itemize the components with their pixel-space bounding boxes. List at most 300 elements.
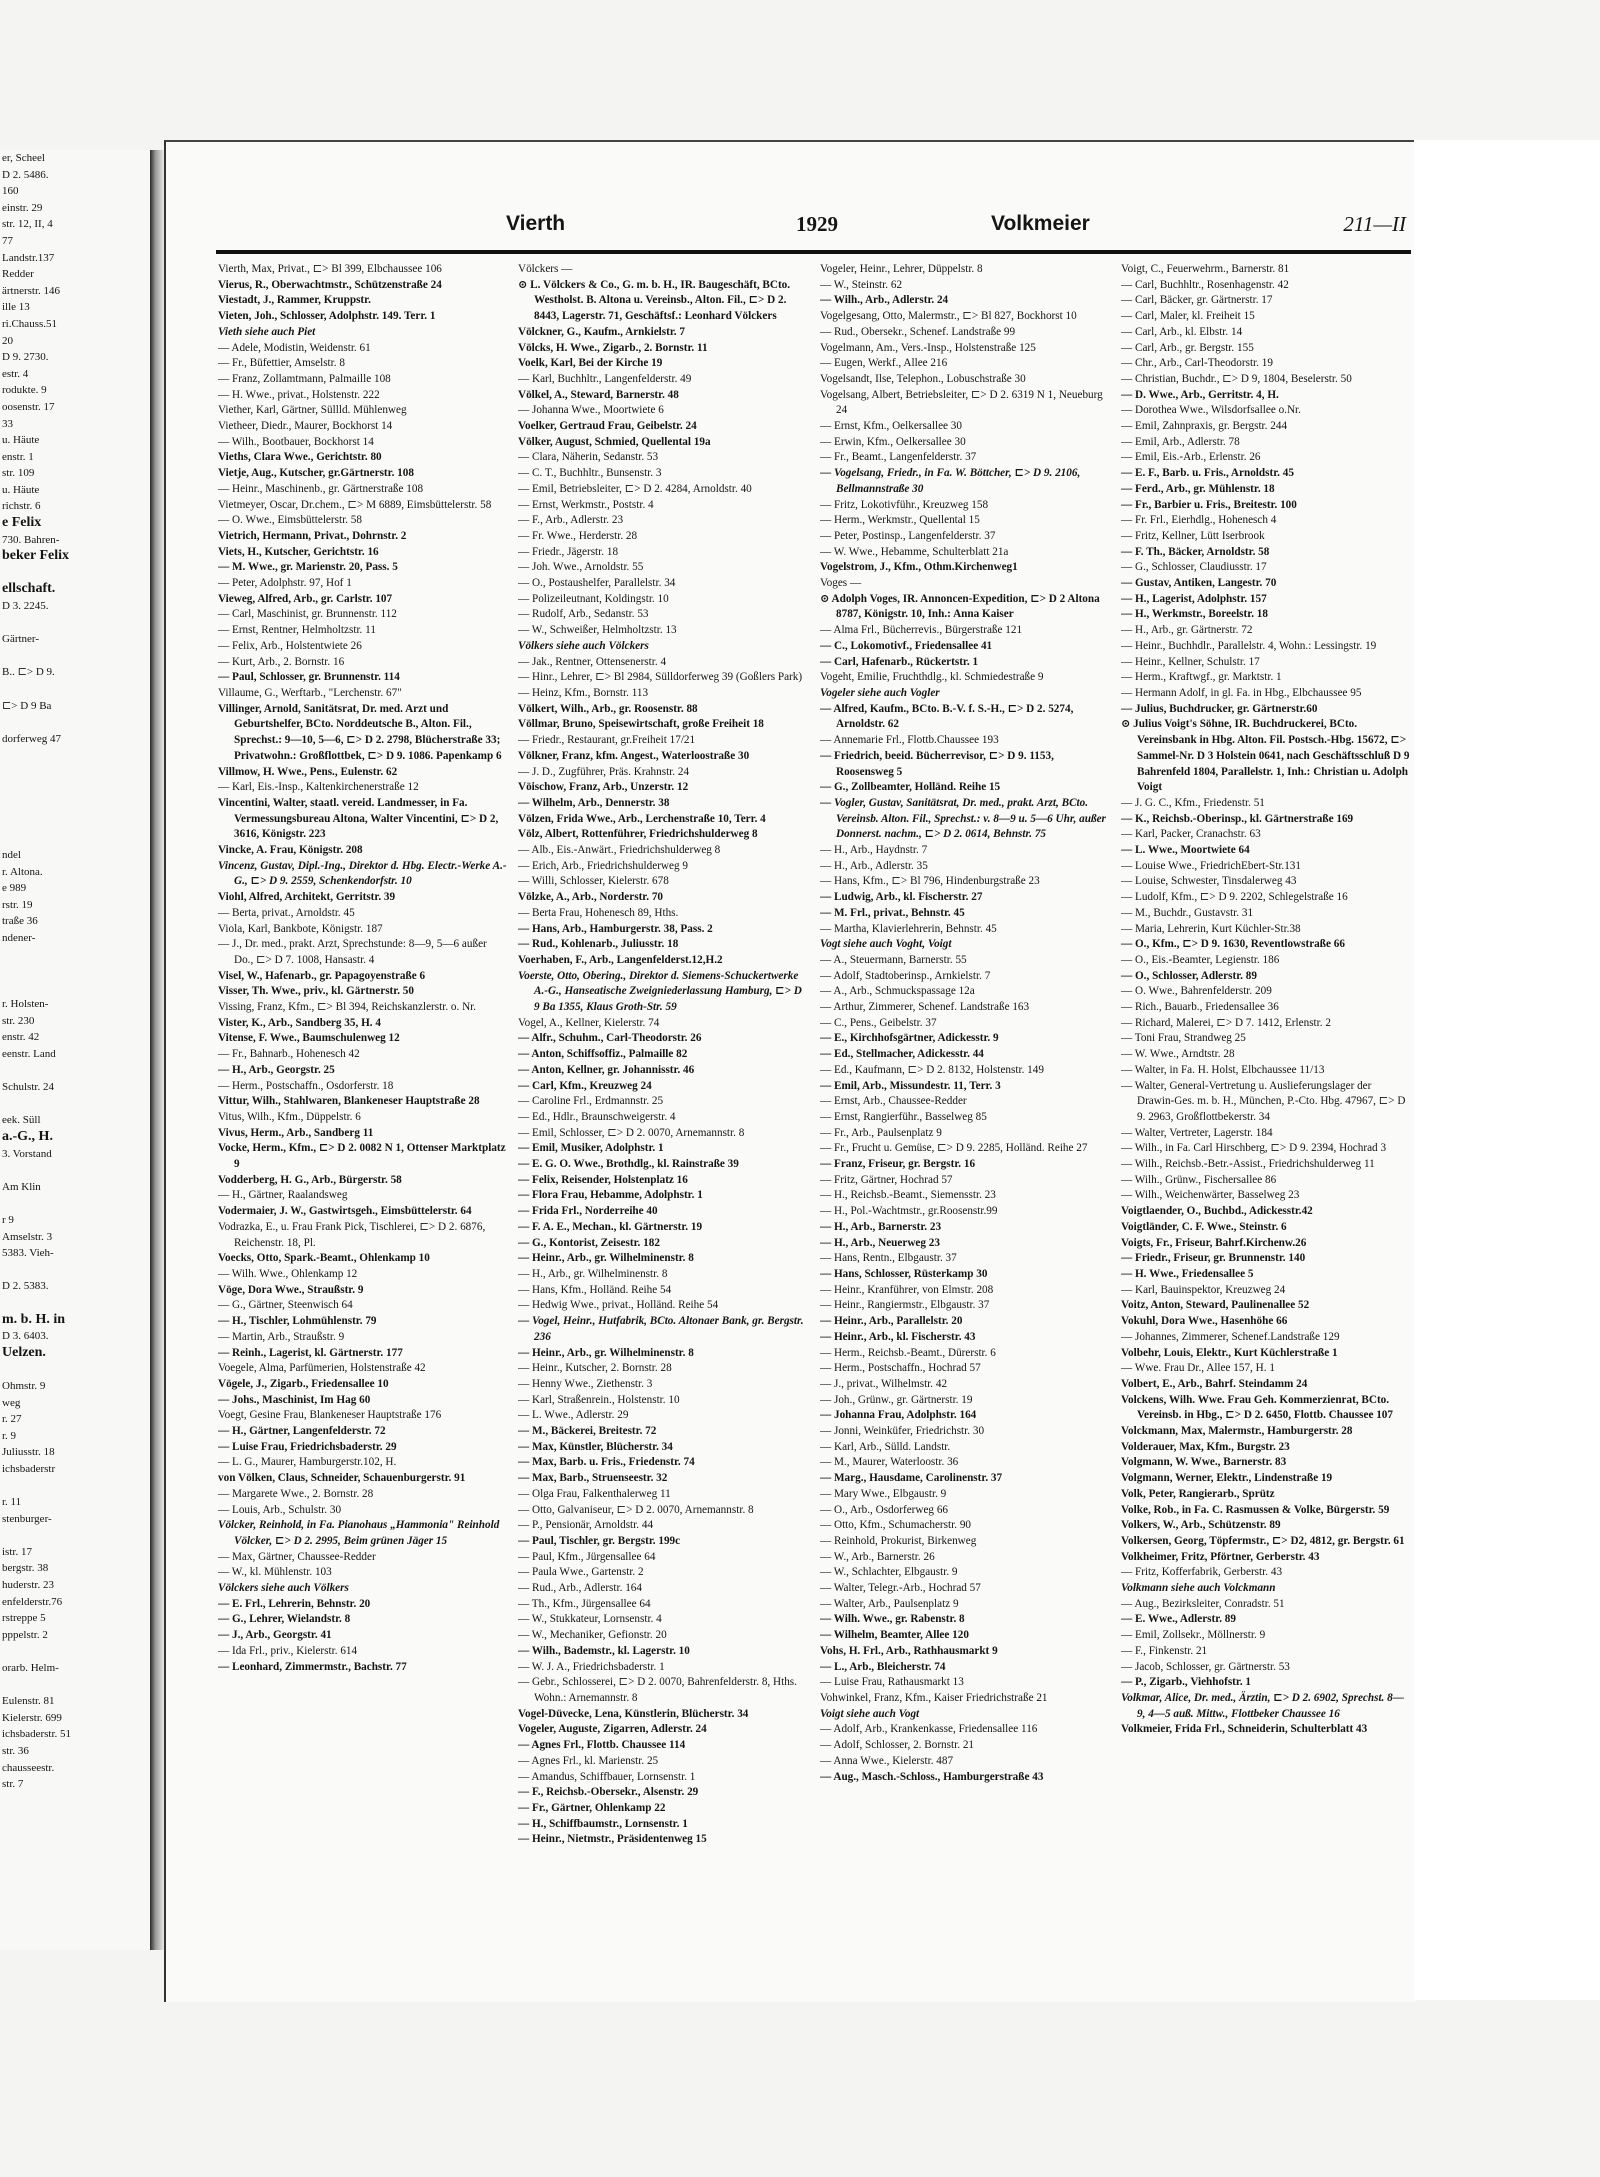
directory-entry: — Hedwig Wwe., privat., Holländ. Reihe 54 (518, 1299, 719, 1312)
left-page-line: pppelstr. 2 (2, 1628, 48, 1641)
directory-entry: — Frida Frl., Norderreihe 40 (518, 1205, 658, 1218)
directory-entry: — Max, Gärtner, Chaussee-Redder (218, 1550, 376, 1563)
directory-entry: — Fritz, Kellner, Lütt Iserbrook (1121, 529, 1265, 542)
directory-entry: — Eugen, Werkf., Allee 216 (820, 357, 948, 370)
directory-entry: Vister, K., Arb., Sandberg 35, H. 4 (218, 1016, 381, 1029)
directory-entry: Vitus, Wilh., Kfm., Düppelstr. 6 (218, 1110, 361, 1123)
directory-entry: — Adolf, Schlosser, 2. Bornstr. 21 (820, 1739, 975, 1752)
directory-column-3 (820, 262, 1110, 1982)
directory-entry: Viets, H., Kutscher, Gerichtstr. 16 (218, 545, 379, 558)
directory-entry: — Louise, Schwester, Tinsdalerweg 43 (1121, 875, 1297, 888)
directory-entry: — H., Schiffbaumstr., Lornsenstr. 1 (518, 1817, 688, 1830)
directory-entry: — Clara, Näherin, Sedanstr. 53 (518, 451, 659, 464)
directory-entry: — Carl, Arb., kl. Elbstr. 14 (1121, 325, 1243, 338)
directory-entry: — L., Arb., Bleicherstr. 74 (820, 1660, 946, 1673)
directory-entry: Vivus, Herm., Arb., Sandberg 11 (218, 1126, 374, 1139)
directory-entry: Vietrich, Hermann, Privat., Dohrnstr. 2 (218, 529, 407, 542)
directory-entry: — Dorothea Wwe., Wilsdorfsallee o.Nr. (1121, 404, 1301, 417)
directory-entry: — Wilh., in Fa. Carl Hirschberg, ⊏> D 9. 2394, Hochrad 3 (1121, 1142, 1387, 1155)
directory-entry: — Reinh., Lagerist, kl. Gärtnerstr. 177 (218, 1346, 403, 1359)
directory-entry: Völckers siehe auch Völkers (218, 1582, 349, 1595)
directory-entry: — Hans, Rentn., Elbgaustr. 37 (820, 1252, 957, 1265)
directory-entry: — Wwe. Frau Dr., Allee 157, H. 1 (1121, 1362, 1275, 1375)
left-page-line (0, 1478, 150, 1495)
directory-entry: — Paul, Tischler, gr. Bergstr. 199c (518, 1534, 681, 1547)
directory-entry: — Gustav, Antiken, Langestr. 70 (1121, 577, 1277, 590)
directory-entry: — Kurt, Arb., 2. Bornstr. 16 (218, 655, 345, 668)
left-page-line: 730. Bahren- (2, 533, 60, 546)
left-page-line: er, Scheel (2, 152, 45, 164)
left-page-fragment (0, 150, 153, 1950)
directory-entry: — Fr., Gärtner, Ohlenkamp 22 (518, 1801, 666, 1814)
directory-entry: — Heinr., Maschinenb., gr. Gärtnerstraße 108 (218, 482, 424, 495)
left-page-line: Kielerstr. 699 (2, 1711, 62, 1724)
directory-entry: — Carl, Maler, kl. Freiheit 15 (1121, 310, 1255, 323)
directory-entry: Vogelsang, Albert, Betriebsleiter, ⊏> D 2. 6319 N 1, Neueburg 24 (820, 388, 1103, 417)
directory-entry: Voigtländer, C. F. Wwe., Steinstr. 6 (1121, 1220, 1287, 1233)
directory-entry: — Ernst, Rangierführ., Basselweg 85 (820, 1110, 987, 1123)
directory-entry: — Alfred, Kaufm., BCto. B.-V. f. S.-H., ⊏> D 2. 5274, Arnoldstr. 62 (820, 702, 1074, 731)
directory-entry: — Heinr., Kutscher, 2. Bornstr. 28 (518, 1362, 672, 1375)
left-page-line (0, 1295, 150, 1312)
directory-entry: — Fr. Wwe., Herderstr. 28 (518, 529, 638, 542)
left-page-line: Uelzen. (2, 1344, 46, 1360)
directory-entry: — Anton, Schiffsoffiz., Palmaille 82 (518, 1048, 688, 1061)
directory-entry: — H., Arb., gr. Gärtnerstr. 72 (1121, 624, 1253, 637)
directory-entry: — Wilhelm, Beamter, Allee 120 (820, 1629, 969, 1642)
directory-entry: — Richard, Malerei, ⊏> D 7. 1412, Erlenstr. 2 (1121, 1016, 1331, 1029)
directory-entry: — Alb., Eis.-Anwärt., Friedrichshulderweg 8 (518, 844, 721, 857)
directory-entry: Vogeler, Heinr., Lehrer, Düppelstr. 8 (820, 263, 983, 275)
left-page-line: weg (2, 1396, 21, 1409)
left-page-line: ⊏> D 9 Ba (2, 699, 52, 712)
directory-entry: ⊙ Adolph Voges, IR. Annoncen-Expedition, ⊏> D 2 Altona 8787, Königstr. 10, Inh.: Anna Kaiser (820, 592, 1100, 621)
header-left-word: Vierth (506, 212, 566, 235)
directory-entry: — Heinr., Arb., gr. Wilhelminenstr. 8 (518, 1346, 694, 1359)
directory-entry: — Rich., Bauarb., Friedensallee 36 (1121, 1001, 1279, 1014)
directory-entry: — Luise Frau, Rathausmarkt 13 (820, 1676, 964, 1689)
left-page-line: str. 230 (2, 1014, 35, 1027)
directory-entry: — Herm., Werkmstr., Quellental 15 (820, 514, 980, 527)
directory-entry: Vietmeyer, Oscar, Dr.chem., ⊏> M 6889, Eimsbüttelerstr. 58 (218, 498, 492, 511)
directory-entry: — Caroline Frl., Erdmannstr. 25 (518, 1095, 664, 1108)
directory-entry: — J. D., Zugführer, Präs. Krahnstr. 24 (518, 765, 690, 778)
directory-entry: — Maria, Lehrerin, Kurt Küchler-Str.38 (1121, 922, 1301, 935)
left-page-line: m. b. H. in (2, 1311, 66, 1327)
directory-entry: — Heinr., Kranführer, von Elmstr. 208 (820, 1283, 994, 1296)
left-page-line (0, 1162, 150, 1179)
directory-entry: — Rud., Obersekr., Schenef. Landstraße 99 (820, 325, 1016, 338)
directory-entry: Villmow, H. Wwe., Pens., Eulenstr. 62 (218, 765, 398, 778)
directory-entry: Villinger, Arnold, Sanitätsrat, Dr. med. Arzt und Geburtshelfer, BCto. Norddeutsche B., Alton. Fil., Sprechst.: 9—10, 5—6, ⊏> D 2. 2798, Blücherstraße 33; Privatwohn.: Großflottbek, ⊏> D 9. 1086. Papenkamp 6 (218, 702, 502, 762)
directory-entry: Vietje, Aug., Kutscher, gr.Gärtnerstr. 108 (218, 467, 414, 480)
directory-entry: Voecks, Otto, Spark.-Beamt., Ohlenkamp 10 (218, 1252, 430, 1265)
directory-entry: — Wilh. Wwe., Ohlenkamp 12 (218, 1268, 358, 1280)
directory-entry: — Emil, Musiker, Adolphstr. 1 (518, 1142, 664, 1155)
left-page-line: r. Altona. (2, 865, 43, 878)
directory-entry: — Jacob, Schlosser, gr. Gärtnerstr. 53 (1121, 1660, 1290, 1673)
left-page-line: str. 7 (2, 1778, 24, 1791)
directory-entry: — Luise Frau, Friedrichsbaderstr. 29 (218, 1440, 397, 1453)
left-page-line: r. Holsten- (2, 998, 49, 1011)
directory-entry: — Reinhold, Prokurist, Birkenweg (820, 1534, 977, 1547)
left-page-line (0, 648, 150, 665)
directory-entry: Volkers, W., Arb., Schützenstr. 89 (1121, 1519, 1281, 1532)
directory-entry: — Felix, Arb., Holstentwiete 26 (218, 639, 362, 652)
directory-entry: — Johanna Frau, Adolphstr. 164 (820, 1409, 977, 1422)
left-page-line: chausseestr. (2, 1761, 55, 1774)
left-page-line: oosenstr. 17 (2, 400, 55, 413)
left-page-line: rstr. 19 (2, 898, 33, 911)
left-page-line: ärtnerstr. 146 (2, 284, 61, 297)
directory-entry: Voigt siehe auch Vogt (820, 1707, 920, 1720)
left-page-line: ndel (2, 848, 21, 861)
directory-entry: — H., Reichsb.-Beamt., Siemensstr. 23 (820, 1189, 996, 1202)
left-page-line (0, 797, 150, 814)
directory-entry: — Martha, Klavierlehrerin, Behnstr. 45 (820, 922, 997, 935)
directory-entry: — Karl, Packer, Cranachstr. 63 (1121, 828, 1261, 841)
directory-entry: — Walter, Vertreter, Lagerstr. 184 (1121, 1126, 1273, 1139)
directory-entry: — M., Bäckerei, Breitestr. 72 (518, 1425, 657, 1438)
directory-entry: — K., Reichsb.-Oberinsp., kl. Gärtnerstraße 169 (1121, 812, 1354, 825)
left-page-line: 77 (2, 234, 13, 247)
directory-entry: — Th., Kfm., Jürgensallee 64 (518, 1597, 651, 1610)
directory-entry: Vogel, A., Kellner, Kielerstr. 74 (518, 1016, 660, 1029)
left-page-line: Schulstr. 24 (2, 1081, 54, 1094)
directory-entry: — Friedr., Friseur, gr. Brunnenstr. 140 (1121, 1252, 1306, 1265)
directory-entry: Voitz, Anton, Steward, Paulinenallee 52 (1121, 1299, 1310, 1312)
directory-entry: Volbehr, Louis, Elektr., Kurt Küchlerstraße 1 (1121, 1346, 1338, 1359)
left-page-line: bergstr. 38 (2, 1562, 49, 1575)
directory-entry: — Christian, Buchdr., ⊏> D 9, 1804, Beselerstr. 50 (1121, 372, 1352, 385)
directory-entry: — Johanna Wwe., Moortwiete 6 (518, 404, 664, 417)
directory-entry: — Fr., Frucht u. Gemüse, ⊏> D 9. 2285, Holländ. Reihe 27 (820, 1142, 1088, 1155)
directory-entry: — Annemarie Frl., Flottb.Chaussee 193 (820, 734, 999, 747)
directory-entry: — Emil, Schlosser, ⊏> D 2. 0070, Arnemannstr. 8 (518, 1126, 745, 1139)
directory-entry: — Walter, in Fa. H. Holst, Elbchaussee 11/13 (1121, 1063, 1325, 1076)
directory-entry: Volderauer, Max, Kfm., Burgstr. 23 (1121, 1440, 1290, 1453)
directory-entry: Viola, Karl, Bankbote, Königstr. 187 (218, 922, 383, 935)
directory-entry: — Louise Wwe., FriedrichEbert-Str.131 (1121, 859, 1301, 872)
directory-entry: — H., Arb., gr. Wilhelminenstr. 8 (518, 1268, 668, 1280)
left-page-line: ille 13 (2, 301, 30, 314)
left-page-line: richstr. 6 (2, 500, 41, 513)
left-page-line (0, 830, 150, 847)
left-page-line (0, 1096, 150, 1113)
directory-entry: — Herm., Reichsb.-Beamt., Dürerstr. 6 (820, 1346, 996, 1359)
directory-entry: — Heinr., Arb., kl. Fischerstr. 43 (820, 1330, 976, 1343)
directory-entry: — E. F., Barb. u. Fris., Arnoldstr. 45 (1121, 467, 1294, 480)
left-page-line: istr. 17 (2, 1545, 32, 1558)
directory-entry: — Emil, Eis.-Arb., Erlenstr. 26 (1121, 451, 1261, 464)
left-page-line: Amselstr. 3 (2, 1230, 53, 1243)
directory-entry: — L. G., Maurer, Hamburgerstr.102, H. (218, 1456, 397, 1469)
directory-entry: — Adele, Modistin, Weidenstr. 61 (218, 341, 371, 354)
directory-entry: — Herm., Kraftwgf., gr. Marktstr. 1 (1121, 671, 1282, 684)
directory-entry: — Adolf, Stadtoberinsp., Arnkielstr. 7 (820, 969, 991, 982)
directory-entry: — W., Mechaniker, Gefionstr. 20 (518, 1629, 667, 1642)
directory-entry: — Vogel, Heinr., Hutfabrik, BCto. Altonaer Bank, gr. Bergstr. 236 (518, 1315, 804, 1343)
directory-entry: — C. T., Buchhltr., Bunsenstr. 3 (518, 467, 662, 480)
directory-entry: Vieweg, Alfred, Arb., gr. Carlstr. 107 (218, 592, 393, 605)
directory-entry: — Aug., Bezirksleiter, Conradstr. 51 (1121, 1597, 1285, 1610)
directory-entry: Vogt siehe auch Voght, Voigt (820, 938, 952, 951)
directory-entry: ⊙ Julius Voigt's Söhne, IR. Buchdruckerei, BCto. Vereinsbank in Hbg. Alton. Fil. Postsch.-Hbg. 15672, ⊏> Sammel-Nr. D 3 Holstein 0641, nach Geschäftsschluß D 9 Bahrenfeld 1804, Parallelstr. 1, Inh.: Christian u. Adolph Voigt (1121, 718, 1410, 794)
directory-entry: Vodderberg, H. G., Arb., Bürgerstr. 58 (218, 1173, 402, 1186)
directory-entry: — J., Dr. med., prakt. Arzt, Sprechstunde: 8—9, 5—6 außer Do., ⊏> D 7. 1008, Hansastr. 4 (218, 938, 487, 966)
directory-entry: — Hermann Adolf, in gl. Fa. in Hbg., Elbchaussee 95 (1121, 686, 1362, 699)
directory-entry: — H., Lagerist, Adolphstr. 157 (1121, 592, 1267, 605)
directory-entry: Vogeht, Emilie, Fruchthdlg., kl. Schmiedestraße 9 (820, 671, 1044, 684)
left-page-line (0, 980, 150, 997)
directory-entry: — Emil, Arb., Missundestr. 11, Terr. 3 (820, 1079, 1001, 1092)
directory-entry: — Felix, Reisender, Holstenplatz 16 (518, 1173, 688, 1186)
directory-entry: Volk, Peter, Rangierarb., Sprütz (1121, 1487, 1275, 1500)
directory-entry: — Carl, Kfm., Kreuzweg 24 (518, 1079, 652, 1092)
directory-entry: — Jonni, Weinküfer, Friedrichstr. 30 (820, 1425, 985, 1438)
left-page-line: D 3. 2245. (2, 600, 49, 613)
directory-entry: — Walter, Arb., Paulsenplatz 9 (820, 1597, 959, 1610)
directory-entry: — Willi, Schlosser, Kielerstr. 678 (518, 875, 669, 888)
directory-entry: — Agnes Frl., Flottb. Chaussee 114 (518, 1739, 686, 1752)
directory-entry: Vogeler siehe auch Vogler (820, 686, 940, 699)
directory-entry: Vogeler, Auguste, Zigarren, Adlerstr. 24 (518, 1723, 707, 1736)
left-page-line (0, 1063, 150, 1080)
directory-entry: — Wilh., Grünw., Fischersallee 86 (1121, 1173, 1277, 1186)
directory-entry: — Paul, Schlosser, gr. Brunnenstr. 114 (218, 671, 400, 684)
directory-entry: — Hans, Kfm., Holländ. Reihe 54 (518, 1283, 672, 1296)
directory-entry: Völckner, G., Kaufm., Arnkielstr. 7 (518, 325, 685, 338)
left-page-line (0, 764, 150, 781)
directory-entry: — Chr., Arb., Carl-Theodorstr. 19 (1121, 357, 1273, 370)
directory-entry: — Fr., Arb., Paulsenplatz 9 (820, 1126, 942, 1139)
directory-entry: — Fritz, Kofferfabrik, Gerberstr. 43 (1121, 1566, 1283, 1579)
directory-entry: Volkmar, Alice, Dr. med., Ärztin, ⊏> D 2. 6902, Sprechst. 8—9, 4—5 auß. Mittw., Flottbeker Chaussee 16 (1121, 1691, 1404, 1720)
directory-entry: — G., Lehrer, Wielandstr. 8 (218, 1613, 351, 1626)
directory-entry: Völlmar, Bruno, Speisewirtschaft, große Freiheit 18 (518, 718, 764, 731)
directory-entry: — Rud., Arb., Adlerstr. 164 (518, 1582, 642, 1595)
left-page-line (0, 1262, 150, 1279)
page-number: 211—II (1343, 212, 1406, 236)
directory-column-2 (518, 262, 808, 1982)
directory-entry: — O. Wwe., Bahrenfelderstr. 209 (1121, 985, 1272, 998)
directory-entry: — Heinr., Kellner, Schulstr. 17 (1121, 655, 1260, 668)
directory-entry: — H., Arb., Haydnstr. 7 (820, 844, 928, 857)
left-page-line (0, 565, 150, 582)
directory-entry: — Wilhelm, Arb., Dennerstr. 38 (518, 796, 670, 809)
left-page-line: D 9. 2730. (2, 351, 49, 364)
left-page-line: str. 36 (2, 1745, 29, 1757)
left-page-line: str. 12, II, 4 (2, 218, 53, 231)
directory-entry: — L. Wwe., Adlerstr. 29 (518, 1409, 629, 1422)
directory-entry: — Carl, Arb., gr. Bergstr. 155 (1121, 341, 1254, 354)
left-page-line (0, 1195, 150, 1212)
left-page-line: estr. 4 (2, 367, 29, 380)
directory-entry: — Mary Wwe., Elbgaustr. 9 (820, 1487, 947, 1500)
directory-entry: Völker, August, Schmied, Quellental 19a (518, 435, 711, 448)
directory-entry: Viestadt, J., Rammer, Kruppstr. (218, 294, 371, 307)
directory-entry: — Walter, General-Vertretung u. Auslieferungslager der Drawin-Ges. m. b. H., München, P.-Cto. Hbg. 47967, ⊏> D 9. 2963, Großflottbekerstr. 34 (1121, 1079, 1406, 1123)
directory-entry: — W., Arb., Barnerstr. 26 (820, 1550, 935, 1563)
left-page-line: Ohmstr. 9 (2, 1379, 46, 1392)
directory-entry: — Hans, Arb., Hamburgerstr. 38, Pass. 2 (518, 922, 713, 935)
directory-entry: Voelk, Karl, Bei der Kirche 19 (518, 357, 663, 370)
left-page-line (0, 615, 150, 632)
directory-entry: — G., Zollbeamter, Holländ. Reihe 15 (820, 781, 1001, 794)
directory-entry: Vieten, Joh., Schlosser, Adolphstr. 149. Terr. 1 (218, 310, 436, 323)
directory-entry: Vöge, Dora Wwe., Straußstr. 9 (218, 1283, 364, 1296)
directory-entry: — Heinr., Arb., Parallelstr. 20 (820, 1315, 963, 1328)
directory-entry: Voegele, Alma, Parfümerien, Holstenstraße 42 (218, 1362, 426, 1375)
directory-entry: Voigt, C., Feuerwehrm., Barnerstr. 81 (1121, 263, 1290, 275)
directory-entry: — Hinr., Lehrer, ⊏> Bl 2984, Sülldorferweg 39 (Goßlers Park) (518, 671, 803, 684)
directory-entry: — Vogler, Gustav, Sanitätsrat, Dr. med., prakt. Arzt, BCto. Vereinsb. Alton. Fil., Sprechst.: v. 8—9 u. 5—6 Uhr, außer Donnerst. nachm., ⊏> D 2. 0614, Behnstr. 75 (820, 796, 1106, 841)
directory-entry: — W., Schweißer, Helmholtzstr. 13 (518, 624, 677, 637)
directory-entry: Volckens, Wilh. Wwe. Frau Geh. Kommerzienrat, BCto. Vereinsb. in Hbg., ⊏> D 2. 6450, Flottb. Chaussee 107 (1121, 1393, 1393, 1422)
directory-entry: — Ernst, Kfm., Oelkersallee 30 (820, 420, 962, 433)
directory-entry: — Adolf, Arb., Krankenkasse, Friedensallee 116 (820, 1723, 1038, 1736)
directory-entry: Vieths, Clara Wwe., Gerichtstr. 80 (218, 451, 382, 464)
directory-entry: — E. Wwe., Adlerstr. 89 (1121, 1613, 1236, 1626)
directory-entry: — Fr. Frl., Eierhdlg., Hohenesch 4 (1121, 514, 1277, 527)
directory-entry: — Paul, Kfm., Jürgensallee 64 (518, 1550, 656, 1563)
left-page-line: r. 27 (2, 1413, 22, 1426)
left-page-line: 3. Vorstand (2, 1147, 52, 1160)
directory-entry: Vitense, F. Wwe., Baumschulenweg 12 (218, 1032, 400, 1045)
left-page-line: str. 109 (2, 467, 35, 480)
directory-entry: — Ferd., Arb., gr. Mühlenstr. 18 (1121, 482, 1275, 495)
directory-entry: Vincke, A. Frau, Königstr. 208 (218, 844, 363, 857)
directory-column-4 (1121, 262, 1411, 1982)
directory-entry: — Margarete Wwe., 2. Bornstr. 28 (218, 1487, 374, 1500)
directory-entry: — H., Arb., Neuerweg 23 (820, 1236, 940, 1249)
directory-entry: Volke, Rob., in Fa. C. Rasmussen & Volke, Bürgerstr. 59 (1121, 1503, 1390, 1516)
directory-entry: — H., Arb., Georgstr. 25 (218, 1063, 335, 1076)
directory-entry: — M. Wwe., gr. Marienstr. 20, Pass. 5 (218, 561, 398, 574)
directory-entry: — F. A. E., Mechan., kl. Gärtnerstr. 19 (518, 1220, 703, 1233)
directory-entry: Vodrazka, E., u. Frau Frank Pick, Tischlerei, ⊏> D 2. 6876, Reichenstr. 18, Pl. (218, 1220, 486, 1249)
directory-entry: — Friedrich, beeid. Bücherrevisor, ⊏> D 9. 1153, Roosensweg 5 (820, 749, 1054, 778)
directory-entry: — W., Schlachter, Elbgaustr. 9 (820, 1566, 958, 1579)
directory-entry: — Henny Wwe., Ziethenstr. 3 (518, 1377, 653, 1390)
directory-entry: — Olga Frau, Falkenthalerweg 11 (518, 1487, 671, 1500)
directory-entry: Volkersen, Georg, Töpfermstr., ⊏> D2, 4812, gr. Bergstr. 61 (1121, 1534, 1405, 1547)
directory-entry: Vincenz, Gustav, Dipl.-Ing., Direktor d. Hbg. Electr.-Werke A.-G., ⊏> D 9. 2559, Schenkendorfstr. 10 (218, 859, 507, 888)
directory-entry: — Wilh., Bootbauer, Bockhorst 14 (218, 435, 374, 448)
left-page-line: Gärtner- (2, 633, 40, 646)
directory-entry: Volgmann, Werner, Elektr., Lindenstraße 19 (1121, 1472, 1333, 1485)
directory-entry: — H. Wwe., Friedensallee 5 (1121, 1268, 1254, 1280)
directory-entry: Voigtlaender, O., Buchbd., Adickesstr.42 (1121, 1205, 1313, 1218)
directory-entry: — Friedr., Restaurant, gr.Freiheit 17/21 (518, 734, 696, 747)
directory-entry: — Fritz, Gärtner, Hochrad 57 (820, 1173, 953, 1186)
directory-entry: Vocke, Herm., Kfm., ⊏> D 2. 0082 N 1, Ottenser Marktplatz 9 (218, 1142, 506, 1171)
directory-entry: — E. Frl., Lehrerin, Behnstr. 20 (218, 1597, 371, 1610)
directory-entry: — Karl, Buchhltr., Langenfelderstr. 49 (518, 372, 692, 385)
directory-entry: — J., Arb., Georgstr. 41 (218, 1629, 332, 1642)
directory-entry: — F., Reichsb.-Obersekr., Alsenstr. 29 (518, 1786, 699, 1799)
left-page-line: ellschaft. (2, 581, 56, 597)
directory-entry: Visser, Th. Wwe., priv., kl. Gärtnerstr. 50 (218, 985, 414, 998)
directory-entry: — Ed., Stellmacher, Adickesstr. 44 (820, 1048, 984, 1061)
directory-entry: Vierth, Max, Privat., ⊏> Bl 399, Elbchaussee 106 (218, 263, 442, 275)
directory-entry: — Erwin, Kfm., Oelkersallee 30 (820, 435, 966, 448)
directory-entry: — H., Gärtner, Raalandsweg (218, 1189, 348, 1202)
left-page-line: 33 (2, 417, 13, 430)
directory-entry: Voerste, Otto, Obering., Direktor d. Siemens-Schuckertwerke A.-G., Hanseatische Zweigniederlassung Hamburg, ⊏> D 9 Ba 1355, Klaus Groth-Str. 59 (518, 969, 802, 1014)
directory-entry: Voelker, Gertraud Frau, Geibelstr. 24 (518, 420, 697, 433)
directory-entry: — J. G. C., Kfm., Friedenstr. 51 (1121, 796, 1265, 809)
directory-entry: — Heinr., Buchhdlr., Parallelstr. 4, Wohn.: Lessingstr. 19 (1121, 639, 1377, 652)
directory-entry: — Johs., Maschinist, Im Hag 60 (218, 1393, 371, 1406)
directory-entry: — Carl, Bäcker, gr. Gärtnerstr. 17 (1121, 294, 1273, 307)
directory-entry: Vohs, H. Frl., Arb., Rathhausmarkt 9 (820, 1644, 998, 1657)
directory-column-1 (218, 262, 508, 1982)
directory-entry: — E., Kirchhofsgärtner, Adickesstr. 9 (820, 1032, 999, 1045)
header-rule (216, 250, 1411, 254)
directory-entry: — A., Arb., Schmuckspassage 12a (820, 985, 975, 998)
directory-entry: — Flora Frau, Hebamme, Adolphstr. 1 (518, 1189, 703, 1202)
directory-entry: — H., Arb., Adlerstr. 35 (820, 859, 928, 872)
directory-entry: Vogelstrom, J., Kfm., Othm.Kirchenweg1 (820, 561, 1018, 574)
directory-entry: — H., Arb., Barnerstr. 23 (820, 1220, 942, 1233)
left-page-line (0, 714, 150, 731)
directory-entry: Vogelmann, Am., Vers.-Insp., Holstenstraße 125 (820, 341, 1036, 354)
directory-entry: Volkmeier, Frida Frl., Schneiderin, Schulterblatt 43 (1121, 1723, 1368, 1736)
directory-entry: — Heinr., Nietmstr., Präsidentenweg 15 (518, 1833, 707, 1846)
directory-entry: — F. Th., Bäcker, Arnoldstr. 58 (1121, 545, 1270, 558)
directory-entry: — G., Gärtner, Steenwisch 64 (218, 1299, 353, 1312)
left-page-line (0, 963, 150, 980)
directory-entry: — Vogelsang, Friedr., in Fa. W. Böttcher, ⊏> D 9. 2106, Bellmannstraße 30 (820, 467, 1081, 495)
directory-entry: — Fritz, Lokotivführ., Kreuzweg 158 (820, 498, 989, 511)
directory-entry: Viether, Karl, Gärtner, Süllld. Mühlenweg (218, 404, 407, 417)
directory-entry: — Martin, Arb., Straußstr. 9 (218, 1330, 345, 1343)
directory-entry: — Hans, Schlosser, Rüsterkamp 30 (820, 1268, 988, 1280)
left-page-line: u. Häute (2, 483, 40, 496)
directory-entry: — L. Wwe., Moortwiete 64 (1121, 844, 1250, 857)
directory-entry: — H., Werkmstr., Boreelstr. 18 (1121, 608, 1268, 621)
page-margin (1414, 140, 1600, 2000)
directory-entry: — Leonhard, Zimmermstr., Bachstr. 77 (218, 1660, 407, 1673)
directory-entry: — Franz, Zollamtmann, Palmaille 108 (218, 372, 391, 385)
directory-entry: — O. Wwe., Eimsbüttelerstr. 58 (218, 514, 362, 527)
left-page-line (0, 814, 150, 831)
directory-entry: Voerhaben, F., Arb., Langenfelderst.12,H.2 (518, 953, 723, 966)
directory-entry: Vokuhl, Dora Wwe., Hasenhöhe 66 (1121, 1315, 1288, 1328)
left-page-line: ichsbaderstr. 51 (2, 1728, 72, 1741)
directory-entry: Völcker, Reinhold, in Fa. Pianohaus „Hammonia" Reinhold Völcker, ⊏> D 2. 2995, Beim grünen Jäger 15 (218, 1519, 500, 1547)
directory-entry: — Johannes, Zimmerer, Schenef.Landstraße 129 (1121, 1330, 1340, 1343)
directory-entry: von Völken, Claus, Schneider, Schauenburgerstr. 91 (218, 1472, 466, 1485)
left-page-line: D 3. 6403. (2, 1330, 49, 1343)
directory-entry: — Ida Frl., priv., Kielerstr. 614 (218, 1644, 358, 1657)
directory-entry: Völzke, A., Arb., Norderstr. 70 (518, 891, 664, 904)
directory-entry: — M. Frl., privat., Behnstr. 45 (820, 906, 965, 919)
directory-entry: — H., Tischler, Lohmühlenstr. 79 (218, 1315, 377, 1328)
left-page-line: enstr. 1 (2, 450, 34, 463)
left-page-line: 20 (2, 334, 13, 347)
directory-entry: Vogelgesang, Otto, Malermstr., ⊏> Bl 827, Bockhorst 10 (820, 310, 1077, 323)
directory-entry: — Alfr., Schuhm., Carl-Theodorstr. 26 (518, 1032, 702, 1045)
left-page-line: dorferweg 47 (2, 732, 61, 745)
directory-entry: — Fr., Bahnarb., Hohenesch 42 (218, 1048, 360, 1061)
directory-entry: — Herm., Postschaffn., Hochrad 57 (820, 1362, 981, 1375)
directory-entry: Vodermaier, J. W., Gastwirtsgeh., Eimsbüttelerstr. 64 (218, 1205, 472, 1218)
directory-entry: — G., Schlosser, Claudiusstr. 17 (1121, 561, 1267, 574)
directory-entry: Viohl, Alfred, Architekt, Gerritstr. 39 (218, 891, 396, 904)
left-page-line (0, 1677, 150, 1694)
